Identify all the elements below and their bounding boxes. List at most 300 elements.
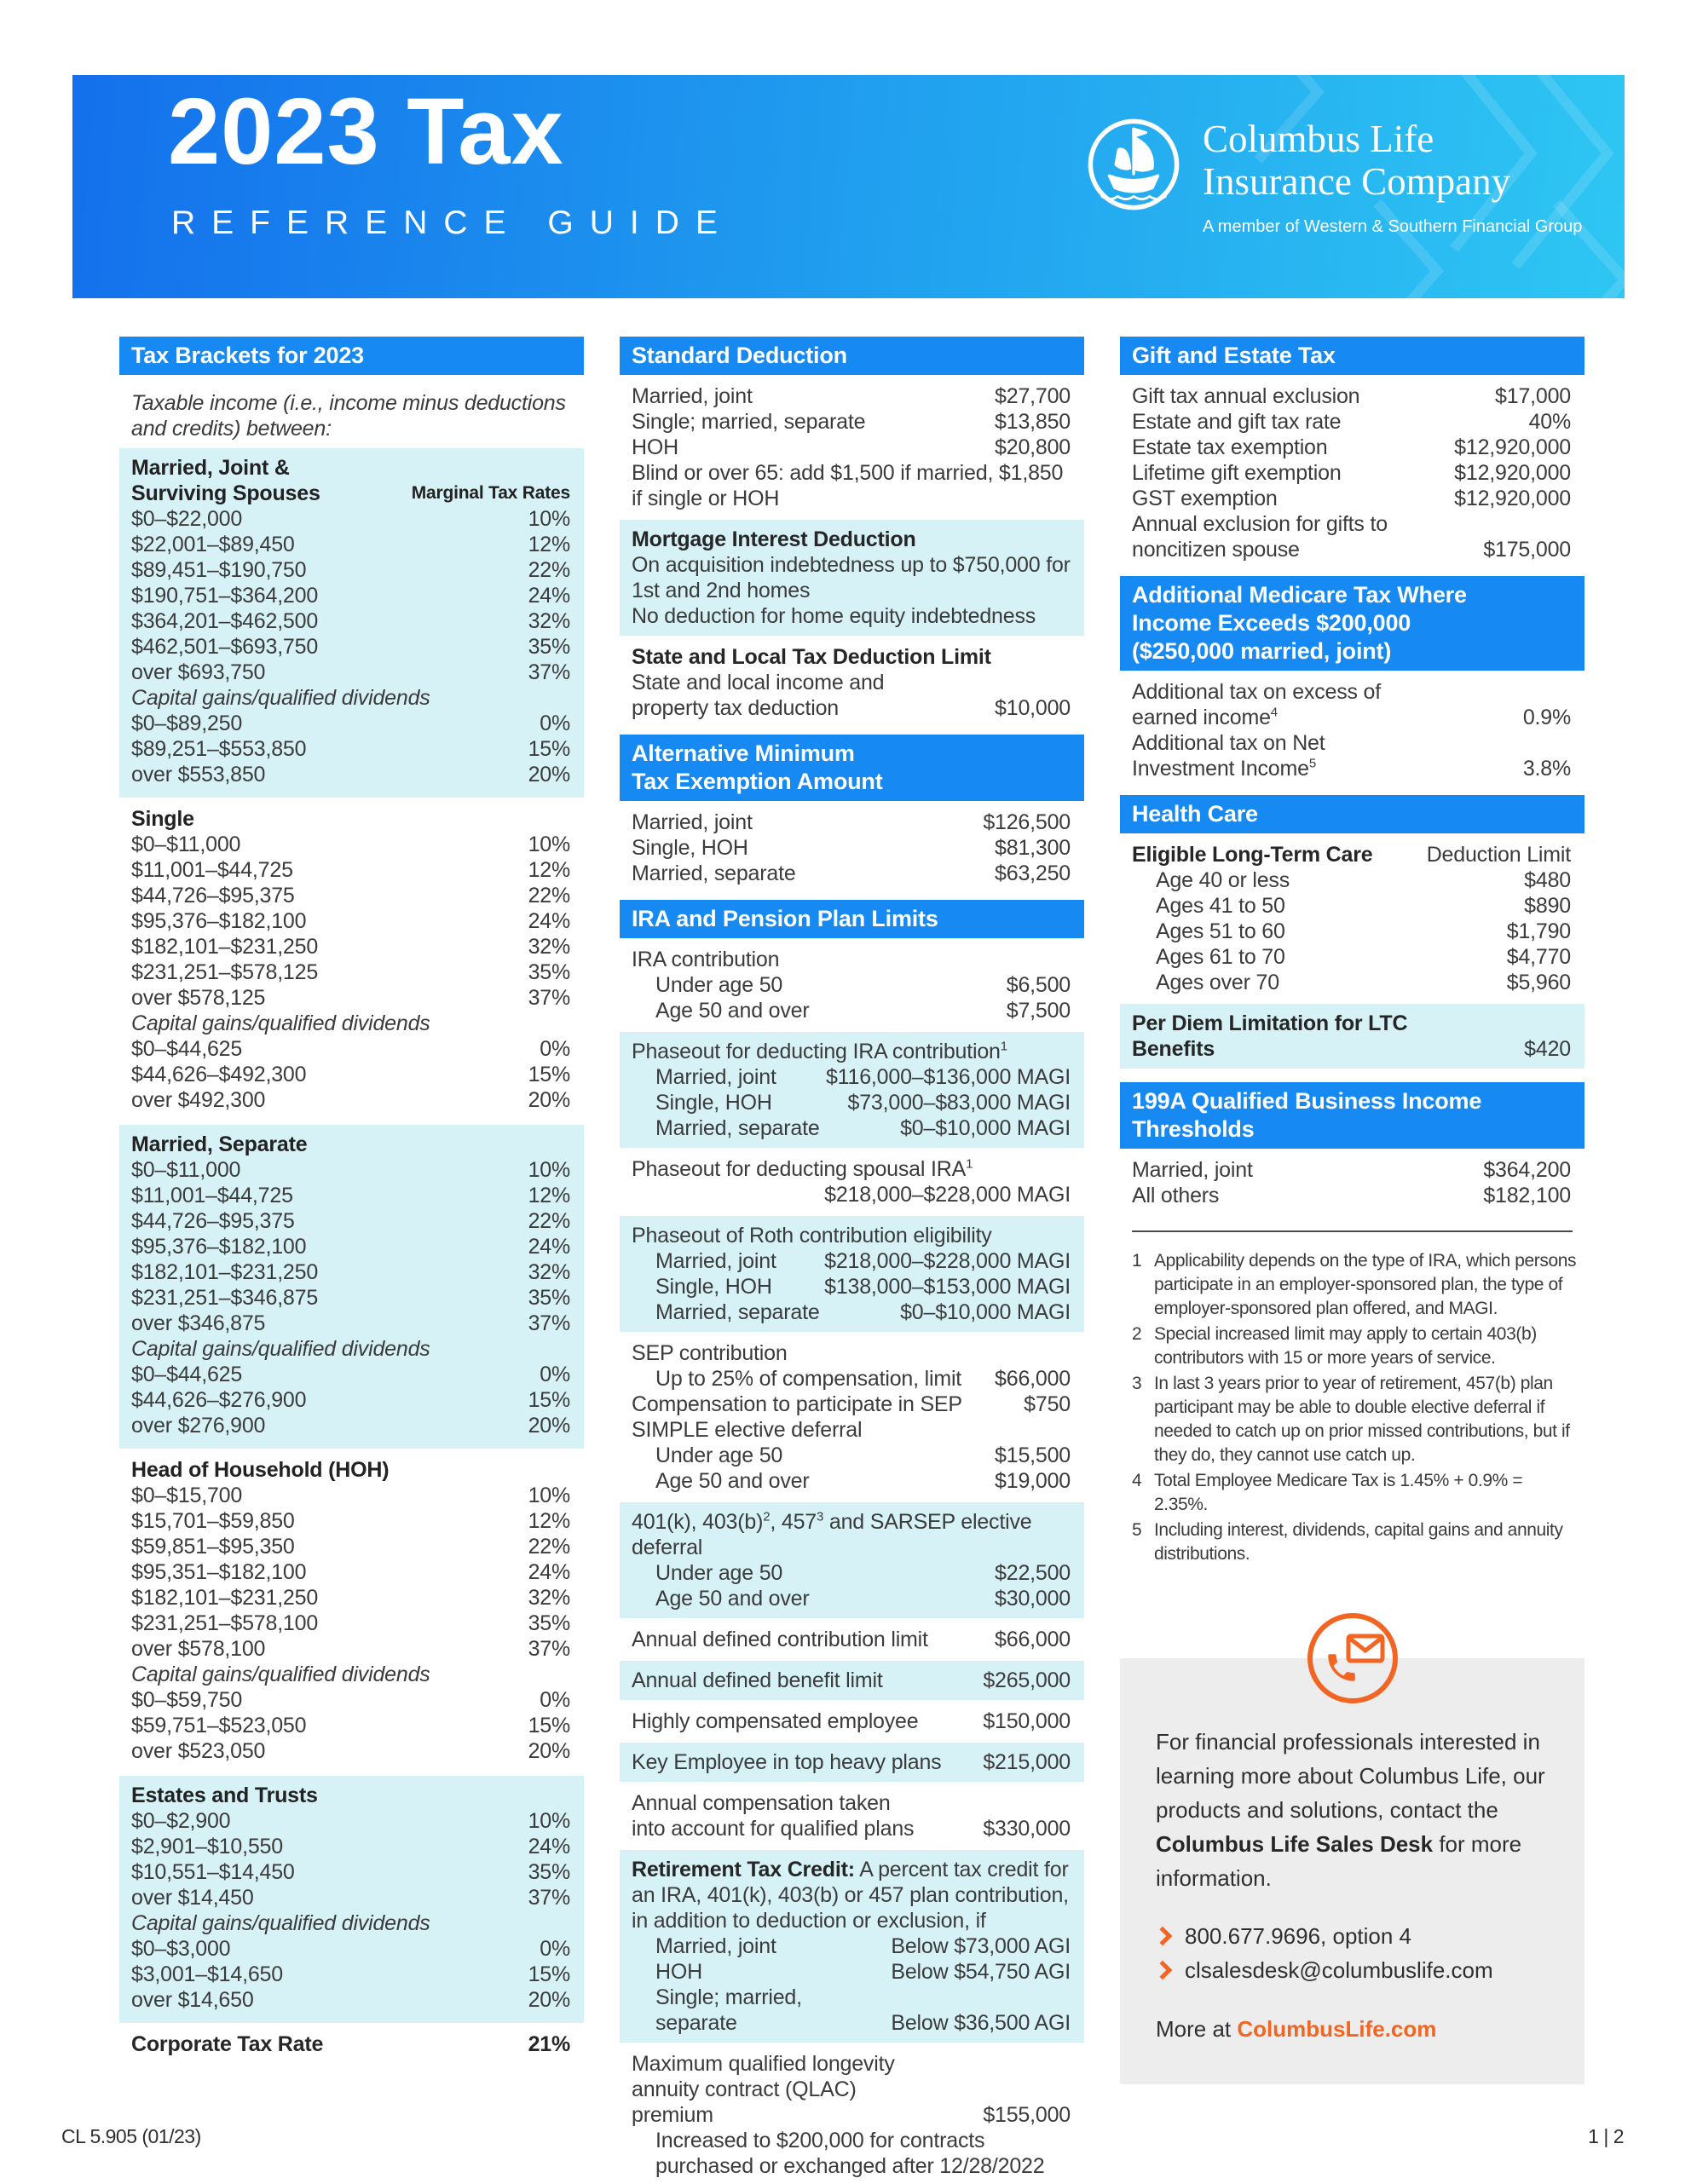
- row-value: 35%: [528, 1860, 570, 1884]
- row-value: 15%: [528, 737, 570, 761]
- table-row: [620, 1274, 1084, 1299]
- row-value: 15%: [528, 1962, 570, 1986]
- table-row: [119, 762, 584, 787]
- row-value: 15%: [528, 1388, 570, 1412]
- row-value: $6,500: [1006, 973, 1071, 997]
- table-row: [620, 1985, 1084, 2036]
- section-block: [620, 1709, 1084, 1734]
- table-row: [119, 1208, 584, 1234]
- table-row: [1120, 460, 1584, 486]
- row-value: $215,000: [983, 1750, 1071, 1774]
- row-value: 10%: [528, 1809, 570, 1833]
- footnote-text: Special increased limit may apply to certain 403(b) contributors with 15 or more years of service.: [1154, 1324, 1537, 1368]
- row-label: Up to 25% of compensation, limit: [655, 1367, 962, 1391]
- table-row: [119, 1534, 584, 1559]
- table-row: [119, 1687, 584, 1713]
- contact-card: [1120, 1658, 1584, 2084]
- row-label: Age 50 and over: [655, 1587, 810, 1611]
- sales-desk-name: Columbus Life Sales Desk: [1156, 1831, 1434, 1857]
- table-row: [620, 670, 1084, 721]
- capital-gains-label: Capital gains/qualified dividends: [131, 1011, 430, 1035]
- row-value: 20%: [528, 1739, 570, 1763]
- row-label: Estate and gift tax rate: [1132, 410, 1342, 434]
- row-label: $0–$3,000: [131, 1937, 231, 1961]
- group-title: [119, 1457, 584, 1483]
- table-row: [1120, 679, 1584, 730]
- table-row: [1120, 944, 1584, 970]
- deductions-ira-sections: [620, 337, 1084, 2179]
- row-label: Under age 50: [655, 1561, 783, 1585]
- row-label: $95,351–$182,100: [131, 1560, 307, 1584]
- row-value: 22%: [528, 1209, 570, 1233]
- row-label: Maximum qualified longevity annuity contract (QLAC) premium: [632, 2052, 895, 2127]
- table-row: [620, 1248, 1084, 1274]
- section-header: Gift and Estate Tax: [1120, 337, 1584, 375]
- table-row: [119, 1036, 584, 1062]
- text-line: Phaseout of Roth contribution eligibility: [632, 1224, 992, 1248]
- row-value: Below $73,000 AGI: [891, 1934, 1071, 1958]
- footnote: [1132, 1323, 1579, 1370]
- row-label: Annual exclusion for gifts to noncitizen spouse: [1132, 512, 1388, 562]
- row-value: 0%: [540, 1037, 570, 1061]
- row-value: $182,100: [1483, 1184, 1571, 1207]
- row-label: $190,751–$364,200: [131, 584, 319, 608]
- row-value: 3.8%: [1522, 757, 1571, 781]
- row-label: All others: [1132, 1184, 1220, 1207]
- section-block: [1120, 1157, 1584, 1208]
- column-deductions-ira: [620, 337, 1084, 2184]
- row-value: 10%: [528, 1158, 570, 1182]
- row-value: 24%: [528, 1835, 570, 1858]
- table-row: [620, 1443, 1084, 1468]
- capital-gains-label: Capital gains/qualified dividends: [131, 1662, 430, 1686]
- footnote-text: Including interest, dividends, capital gains and annuity distributions.: [1154, 1520, 1563, 1564]
- contact-email[interactable]: clsalesdesk@columbuslife.com: [1156, 1953, 1549, 1987]
- table-row: [620, 1586, 1084, 1611]
- page-footer: [61, 2123, 1624, 2149]
- estate-health-sections: [1120, 337, 1584, 1208]
- table-row: [119, 1559, 584, 1585]
- table-row: [119, 908, 584, 934]
- row-value: $63,250: [995, 861, 1071, 885]
- group-title-lines: Head of Household (HOH): [131, 1458, 390, 1482]
- row-value: 12%: [528, 1184, 570, 1207]
- text-line: Phaseout for deducting spousal IRA$^1$: [632, 1156, 973, 1181]
- tax-bracket-group: [119, 448, 584, 798]
- row-label: Lifetime gift exemption: [1132, 461, 1342, 485]
- row-label: $15,701–$59,850: [131, 1509, 295, 1533]
- row-label: $462,501–$693,750: [131, 635, 319, 659]
- ship-icon: [1087, 118, 1180, 211]
- row-value: 32%: [528, 935, 570, 959]
- row-value: $150,000: [983, 1709, 1071, 1733]
- row-value: 37%: [528, 1886, 570, 1910]
- row-value: 20%: [528, 1088, 570, 1112]
- row-label: $182,101–$231,250: [131, 1586, 319, 1610]
- row-value: 24%: [528, 1235, 570, 1259]
- row-value: $5,960: [1506, 971, 1571, 994]
- row-label: Age 40 or less: [1156, 868, 1290, 892]
- row-label: $0–$2,900: [131, 1809, 231, 1833]
- table-row: [620, 972, 1084, 998]
- row-label: $0–$15,700: [131, 1484, 243, 1507]
- row-label: Under age 50: [655, 973, 783, 997]
- row-label: Age 50 and over: [655, 999, 810, 1023]
- section-header: Alternative Minimum Tax Exemption Amount: [620, 735, 1084, 801]
- row-label: Gift tax annual exclusion: [1132, 384, 1360, 408]
- row-label: Corporate Tax Rate: [131, 2032, 324, 2056]
- row-value: $138,000–$153,000 MAGI: [824, 1275, 1071, 1299]
- row-value: $12,920,000: [1454, 461, 1571, 485]
- table-row: [1120, 919, 1584, 944]
- row-value: 12%: [528, 858, 570, 882]
- row-value: $66,000: [995, 1628, 1071, 1651]
- contact-more: More at ColumbusLife.com: [1156, 2016, 1437, 2042]
- row-label: $0–$22,000: [131, 507, 243, 531]
- table-row: [620, 1627, 1084, 1652]
- row-label: Married, separate: [655, 1300, 820, 1324]
- row-value: 32%: [528, 1586, 570, 1610]
- company-tagline: A member of Western & Southern Financial Group: [1203, 217, 1583, 236]
- row-label: $11,001–$44,725: [131, 1184, 293, 1207]
- row-label: Single, HOH: [655, 1091, 772, 1115]
- footnotes-divider: [1132, 1230, 1573, 1232]
- row-value: $116,000–$136,000 MAGI: [825, 1065, 1071, 1089]
- row-label: $0–$44,625: [131, 1363, 243, 1386]
- row-value: 32%: [528, 609, 570, 633]
- row-label: Ages over 70: [1156, 971, 1279, 994]
- table-row: [1120, 1011, 1584, 1062]
- website-link[interactable]: ColumbusLife.com: [1237, 2016, 1437, 2042]
- group-title: [119, 806, 584, 832]
- row-label: $0–$59,750: [131, 1688, 243, 1712]
- tax-bracket-group: [119, 1776, 584, 2023]
- table-row: [620, 998, 1084, 1023]
- section-block: [620, 1216, 1084, 1332]
- contact-phone[interactable]: 800.677.9696, option 4: [1156, 1919, 1549, 1953]
- text-line: Blind or over 65: add $1,500 if married, $1,850 if single or HOH: [632, 461, 1064, 510]
- column-header-label: Marginal Tax Rates: [411, 483, 570, 503]
- row-label: Highly compensated employee: [632, 1709, 919, 1733]
- row-value: 0.9%: [1522, 706, 1571, 729]
- row-label: $11,001–$44,725: [131, 858, 293, 882]
- row-label: over $693,750: [131, 660, 266, 684]
- row-value: $175,000: [1483, 538, 1571, 562]
- footnote-number: 5: [1132, 1520, 1142, 1540]
- table-row: [119, 1259, 584, 1285]
- section-header: Health Care: [1120, 795, 1584, 833]
- table-row: [1120, 730, 1584, 781]
- tax-bracket-group: [119, 1125, 584, 1449]
- row-value: $126,500: [983, 810, 1071, 834]
- row-value: 35%: [528, 1286, 570, 1310]
- row-label: $59,751–$523,050: [131, 1714, 307, 1737]
- section-block: [620, 810, 1084, 886]
- table-row: [119, 1234, 584, 1259]
- table-row: [1120, 1157, 1584, 1183]
- row-value: $364,200: [1483, 1158, 1571, 1182]
- row-value: $12,920,000: [1454, 487, 1571, 510]
- row-label: Annual defined contribution limit: [632, 1628, 928, 1651]
- row-label: Additional tax on excess of earned income$^4$: [1132, 680, 1381, 729]
- row-label: $59,851–$95,350: [131, 1535, 295, 1559]
- table-row: [620, 835, 1084, 861]
- group-title: [119, 1132, 584, 1157]
- footnote-text: In last 3 years prior to year of retirement, 457(b) plan participant may be able to double elective deferral if needed to catch up on prior missed contributions, but if they do, they cannot use catch up.: [1154, 1374, 1570, 1465]
- table-row: [620, 1709, 1084, 1734]
- row-value: 37%: [528, 1311, 570, 1335]
- table-row: [620, 1749, 1084, 1775]
- row-value: 24%: [528, 584, 570, 608]
- table-row: [119, 1483, 584, 1508]
- row-label: $95,376–$182,100: [131, 1235, 307, 1259]
- table-row: [119, 1962, 584, 1987]
- row-label: $2,901–$10,550: [131, 1835, 283, 1858]
- company-name: Columbus Life Insurance Company: [1203, 118, 1511, 203]
- table-row: [620, 1790, 1084, 1841]
- text-line: 401(k), $403(b)^2$, $457^3$ and SARSEP elective deferral: [632, 1509, 1032, 1559]
- chevron-right-icon: [1153, 1927, 1173, 1946]
- table-row: [119, 1834, 584, 1859]
- table-row: [1120, 409, 1584, 435]
- row-label: over $553,850: [131, 763, 266, 787]
- row-label: Estate tax exemption: [1132, 435, 1328, 459]
- row-label: Additional tax on Net Investment Income$^5$: [1132, 731, 1325, 781]
- row-value: $15,500: [995, 1444, 1071, 1467]
- row-value: $1,790: [1506, 919, 1571, 943]
- row-label: $0–$44,625: [131, 1037, 243, 1061]
- footnote-number: 4: [1132, 1471, 1142, 1490]
- footnote-text: Total Employee Medicare Tax is 1.45% + 0.9% = 2.35%.: [1154, 1471, 1523, 1514]
- row-value: $0–$10,000 MAGI: [900, 1116, 1071, 1140]
- row-value: $155,000: [983, 2103, 1071, 2127]
- table-row: [119, 1585, 584, 1611]
- table-row: [1120, 842, 1584, 867]
- row-label: HOH: [655, 1960, 702, 1984]
- table-row: [620, 1064, 1084, 1090]
- table-row: [119, 634, 584, 660]
- table-row: [119, 1362, 584, 1387]
- table-row: [119, 959, 584, 985]
- row-value: $73,000–$83,000 MAGI: [847, 1091, 1071, 1115]
- text-line: Retirement Tax Credit: A percent tax credit for an IRA, 401(k), 403(b) or 457 plan contribution, in addition to deduction or exclusion, if: [632, 1858, 1069, 1933]
- text-line: State and Local Tax Deduction Limit: [632, 645, 991, 669]
- section-block: [620, 644, 1084, 721]
- row-label: over $492,300: [131, 1088, 266, 1112]
- section-block: [1120, 842, 1584, 995]
- table-row: [620, 1366, 1084, 1392]
- table-row: [1120, 1183, 1584, 1208]
- section-header: Standard Deduction: [620, 337, 1084, 375]
- section-block: [1120, 679, 1584, 781]
- page-subtitle: REFERENCE GUIDE: [171, 205, 734, 241]
- row-value: 10%: [528, 1484, 570, 1507]
- table-row: [620, 1560, 1084, 1586]
- row-label: over $276,900: [131, 1414, 266, 1438]
- row-value: $330,000: [983, 1817, 1071, 1841]
- column-estate-health: [1120, 337, 1584, 2184]
- row-label: $44,726–$95,375: [131, 1209, 295, 1233]
- row-value: 20%: [528, 763, 570, 787]
- table-row: [119, 532, 584, 557]
- row-label: $10,551–$14,450: [131, 1860, 295, 1884]
- row-label: GST exemption: [1132, 487, 1278, 510]
- row-label: Married, joint: [655, 1249, 776, 1273]
- row-label: $182,101–$231,250: [131, 1260, 319, 1284]
- row-label: $95,376–$182,100: [131, 909, 307, 933]
- row-value: 35%: [528, 1611, 570, 1635]
- table-row: [119, 1413, 584, 1438]
- row-label: $44,626–$276,900: [131, 1388, 307, 1412]
- table-row: [119, 934, 584, 959]
- row-label: over $346,875: [131, 1311, 266, 1335]
- table-row: [119, 1808, 584, 1834]
- table-row: [620, 1090, 1084, 1115]
- row-value: 15%: [528, 1063, 570, 1086]
- row-label: $89,251–$553,850: [131, 737, 307, 761]
- row-label: Age 50 and over: [655, 1469, 810, 1493]
- row-value: Below $36,500 AGI: [891, 2011, 1071, 2035]
- table-row: [1120, 867, 1584, 893]
- table-row: [119, 1885, 584, 1910]
- row-label: Single, HOH: [632, 836, 748, 860]
- row-label: Married, separate: [632, 861, 796, 885]
- row-value: 37%: [528, 660, 570, 684]
- section-block: [620, 947, 1084, 1023]
- row-value: 24%: [528, 909, 570, 933]
- footnote: [1132, 1372, 1579, 1467]
- footnote-number: 1: [1132, 1251, 1142, 1271]
- document-code: CL 5.905 (01/23): [61, 2125, 201, 2147]
- row-value: $12,920,000: [1454, 435, 1571, 459]
- row-value: 10%: [528, 507, 570, 531]
- row-label: HOH: [632, 435, 678, 459]
- row-value: Deduction Limit: [1426, 843, 1571, 867]
- row-value: 37%: [528, 986, 570, 1010]
- section-block: [620, 1156, 1084, 1207]
- row-label: Married, joint: [632, 384, 753, 408]
- row-label: Per Diem Limitation for LTC Benefits: [1132, 1011, 1408, 1061]
- row-label: Married, joint: [655, 1934, 776, 1958]
- table-row: [620, 810, 1084, 835]
- table-row: [119, 857, 584, 883]
- row-label: Single; married, separate: [632, 410, 866, 434]
- table-row: [1120, 893, 1584, 919]
- table-row: [119, 1713, 584, 1738]
- row-value: Below $54,750 AGI: [891, 1960, 1071, 1984]
- row-value: $890: [1524, 894, 1571, 918]
- table-row: [1120, 511, 1584, 562]
- row-value: $218,000–$228,000 MAGI: [824, 1183, 1071, 1207]
- row-label: Married, separate: [655, 1116, 820, 1140]
- group-title-lines: Estates and Trusts: [131, 1784, 318, 1807]
- table-row: [620, 383, 1084, 409]
- row-label: Married, joint: [655, 1065, 776, 1089]
- table-row: [119, 660, 584, 685]
- table-row: [119, 1183, 584, 1208]
- section-block: [620, 1790, 1084, 1841]
- row-label: Ages 51 to 60: [1156, 919, 1285, 943]
- row-label: Annual defined benefit limit: [632, 1668, 883, 1692]
- section-block: [620, 1850, 1084, 2043]
- table-row: [620, 1299, 1084, 1325]
- text-line: Phaseout for deducting IRA contribution$^1$: [632, 1039, 1007, 1063]
- row-value: 22%: [528, 558, 570, 582]
- table-row: [119, 608, 584, 634]
- table-row: [620, 1959, 1084, 1985]
- text-line: No deduction for home equity indebtedness: [632, 604, 1036, 628]
- table-row: [119, 736, 584, 762]
- table-row: [620, 1933, 1084, 1959]
- tax-bracket-group: [119, 799, 584, 1123]
- table-row: [620, 1668, 1084, 1693]
- row-label: Single; married, separate: [655, 1985, 802, 2035]
- table-row: [119, 832, 584, 857]
- row-value: 0%: [540, 1688, 570, 1712]
- row-label: $44,726–$95,375: [131, 884, 295, 908]
- row-label: $231,251–$578,100: [131, 1611, 319, 1635]
- table-row: [1120, 383, 1584, 409]
- row-value: $10,000: [995, 696, 1071, 720]
- table-row: [119, 1285, 584, 1311]
- row-value: $420: [1524, 1037, 1571, 1061]
- table-row: [119, 1987, 584, 2013]
- row-label: $182,101–$231,250: [131, 935, 319, 959]
- table-row: [620, 861, 1084, 886]
- footnote: [1132, 1518, 1579, 1566]
- text-line: Increased to $200,000 for contracts purchased or exchanged after 12/28/2022: [655, 2129, 1045, 2178]
- row-value: $218,000–$228,000 MAGI: [824, 1249, 1071, 1273]
- row-value: 12%: [528, 533, 570, 556]
- row-value: $0–$10,000 MAGI: [900, 1300, 1071, 1324]
- group-title-lines: Married, Separate: [131, 1132, 308, 1156]
- table-row: [119, 1311, 584, 1336]
- footnote-text: Applicability depends on the type of IRA, which persons participate in an employer-sponsored plan, the type of employer-sponsored plan offered, and MAGI.: [1154, 1251, 1577, 1318]
- section-block: [620, 1627, 1084, 1652]
- footnote-number: 2: [1132, 1324, 1142, 1344]
- footnote: [1132, 1469, 1579, 1517]
- tax-brackets-intro: Taxable income (i.e., income minus deductions and credits) between:: [131, 391, 566, 441]
- row-value: $19,000: [995, 1469, 1071, 1493]
- row-label: $3,001–$14,650: [131, 1962, 283, 1986]
- row-label: Annual compensation taken into account for qualified plans: [632, 1791, 915, 1841]
- banner: [72, 75, 1625, 298]
- section-block: [620, 1661, 1084, 1700]
- section-block: [1120, 1004, 1584, 1069]
- table-row: [119, 583, 584, 608]
- page-indicator: 1 | 2: [1588, 2125, 1624, 2147]
- row-label: $89,451–$190,750: [131, 558, 307, 582]
- contact-text: For financial professionals interested in learning more about Columbus Life, our products and solutions, contact the Columbus Life Sales Desk for more information.: [1156, 1729, 1545, 1891]
- table-row: [620, 1115, 1084, 1141]
- row-value: 0%: [540, 712, 570, 735]
- row-value: $81,300: [995, 836, 1071, 860]
- table-row: [119, 883, 584, 908]
- row-value: 10%: [528, 833, 570, 856]
- section-block: [620, 520, 1084, 636]
- row-label: $0–$11,000: [131, 833, 241, 856]
- corporate-tax-rate-row: [119, 2031, 584, 2057]
- tax-bracket-groups: [119, 448, 584, 2023]
- row-label: Eligible Long-Term Care: [1132, 843, 1373, 867]
- table-row: [620, 2051, 1084, 2128]
- column-tax-brackets: [119, 337, 584, 2184]
- section-block: [620, 1340, 1084, 1494]
- text-line: SEP contribution: [632, 1341, 788, 1365]
- table-row: [119, 1859, 584, 1885]
- section-block: [620, 1032, 1084, 1148]
- section-block: [620, 2051, 1084, 2179]
